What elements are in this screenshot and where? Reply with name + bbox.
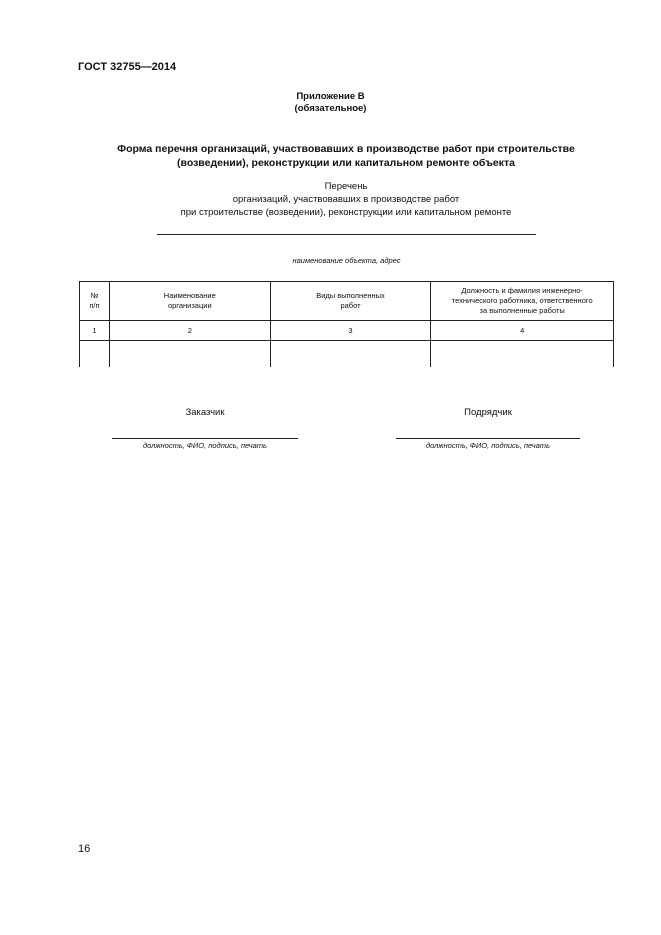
column-number: 1 [80, 321, 110, 341]
form-title-line-2: (возведении), реконструкции или капитальном ремонте объекта [177, 157, 515, 169]
customer-label: Заказчик [185, 407, 225, 418]
contractor-label: Подрядчик [464, 407, 512, 418]
col-header-responsible: Должность и фамилия инженерно- технического работника, ответственного за выполненные работы [431, 282, 614, 321]
contractor-caption: должность, ФИО, подпись, печать [425, 441, 550, 450]
annex-status: (обязательное) [294, 103, 367, 114]
table-cell[interactable] [431, 341, 614, 368]
contractor-signature-line [396, 438, 580, 439]
object-name-line [157, 234, 536, 235]
column-number: 3 [270, 321, 431, 341]
object-caption: наименование объекта, адрес [292, 256, 401, 265]
table-cell[interactable] [270, 341, 431, 368]
table-cell[interactable] [80, 341, 110, 368]
col-header-organization: Наименование организации [109, 282, 270, 321]
column-number: 4 [431, 321, 614, 341]
form-title-line-1: Форма перечня организаций, участвовавших в производстве работ при строительстве [117, 143, 575, 155]
col-header-number: № п/п [80, 282, 110, 321]
customer-caption: должность, ФИО, подпись, печать [142, 441, 267, 450]
column-number: 2 [109, 321, 270, 341]
table-row [80, 341, 614, 368]
list-heading-line-1: Перечень [324, 181, 368, 192]
column-number-row [80, 321, 614, 341]
list-heading-line-2: организаций, участвовавших в производстве работ [232, 194, 460, 205]
form-title [0, 142, 661, 170]
table-cell[interactable] [109, 341, 270, 368]
table-header-row [80, 282, 614, 321]
list-heading [0, 180, 661, 219]
customer-signature-line [112, 438, 298, 439]
annex-label: Приложение В [296, 91, 365, 102]
col-header-work-types: Виды выполненных работ [270, 282, 431, 321]
list-heading-line-3: при строительстве (возведении), реконструкции или капитальном ремонте [180, 207, 512, 218]
page-number: 16 [78, 843, 91, 855]
organizations-table [79, 281, 614, 367]
annex-title [0, 91, 661, 115]
document-header: ГОСТ 32755—2014 [78, 61, 177, 73]
